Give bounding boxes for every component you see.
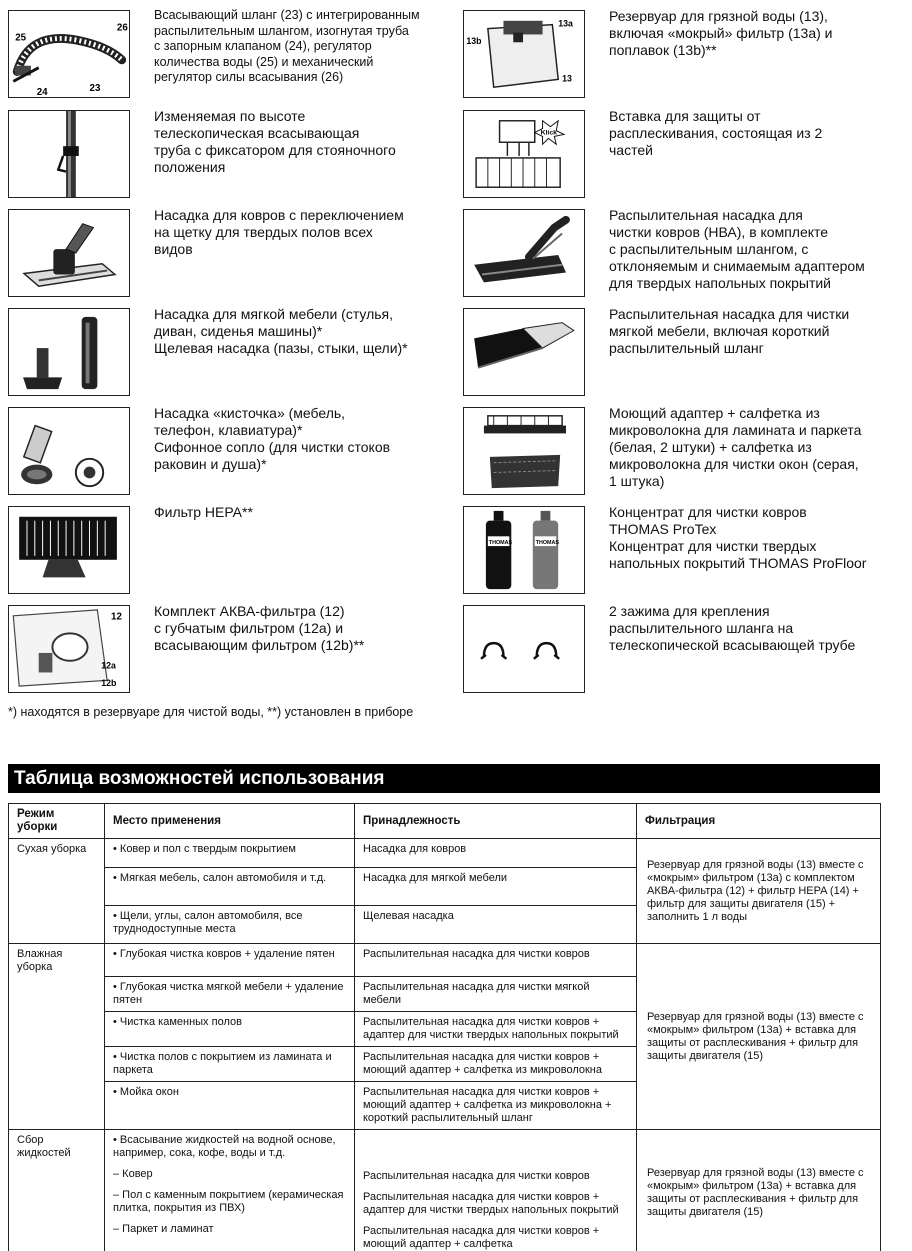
accessory-cell — [355, 1130, 637, 1251]
accessory-description: Моющий адаптер + салфетка из микроволокна для ламината и паркета (белая, 2 штуки) + салфетка из микроволокна для чистки окон (серая, 1 штука) — [609, 405, 862, 489]
telescopic-tube-icon — [8, 110, 130, 198]
place-cell: • Мойка окон — [105, 1082, 355, 1130]
callout-13b: 13b — [466, 36, 482, 47]
place-intro: • Всасывание жидкостей на водной основе, например, сока, кофе, воды и т.д. — [113, 1134, 336, 1159]
accessory-description: Распылительная насадка для чистки мягкой мебели, включая короткий распылительный шланг — [609, 306, 850, 356]
callout-13: 13 — [562, 73, 572, 84]
section-title: Таблица возможностей использования — [8, 764, 880, 793]
accessory-description: Насадка «кисточка» (мебель, телефон, клавиатура)* Сифонное сопло (для чистки стоков раковин и душа)* — [154, 405, 391, 472]
table-row — [9, 944, 881, 977]
place-sub-item: – Паркет и ламинат — [113, 1223, 214, 1235]
place-cell: • Щели, углы, салон автомобиля, все труднодоступные места — [105, 906, 355, 944]
filtration-cell: Резервуар для грязной воды (13) вместе с «мокрым» фильтром (13a) + вставка для защиты от расплескивания + фильтр для защиты двигателя (15) — [637, 1130, 881, 1251]
accessory-sub-item: Распылительная насадка для чистки ковров + адаптер для чистки твердых напольных покрытий — [363, 1191, 619, 1216]
callout-26: 26 — [116, 22, 128, 34]
footnote: *) находятся в резервуаре для чистой воды, **) установлен в приборе — [8, 705, 414, 719]
callout-13a: 13a — [558, 18, 573, 29]
accessory-item-carpet-nozzle — [8, 205, 448, 295]
accessory-item-detergent-bottles — [463, 502, 903, 592]
accessory-description: Изменяемая по высоте телескопическая всасывающая труба с фиксатором для стояночного положения — [154, 108, 396, 175]
filtration-cell: Резервуар для грязной воды (13) вместе с «мокрым» фильтром (13a) с комплектом АКВА-фильтра (12) + фильтр HEPA (14) + фильтр для защиты двигателя (15) + заполнить 1 л воды — [637, 839, 881, 944]
callout-12: 12 — [111, 611, 122, 623]
accessory-cell: Распылительная насадка для чистки ковров — [355, 944, 637, 977]
header-filtration: Фильтрация — [637, 804, 881, 839]
dirty-water-tank-icon — [463, 10, 585, 98]
usage-table — [8, 803, 881, 1251]
brush-nozzle-icon — [8, 407, 130, 495]
place-cell — [105, 1130, 355, 1251]
accessory-cell: Насадка для ковров — [355, 839, 637, 868]
accessory-item-hepa-filter — [8, 502, 448, 592]
accessory-cell: Распылительная насадка для чистки мягкой мебели — [355, 977, 637, 1012]
accessory-description: Фильтр HEPA** — [154, 504, 253, 520]
accessory-description: 2 зажима для крепления распылительного шланга на телескопической всасывающей трубе — [609, 603, 856, 653]
accessory-description: Насадка для мягкой мебели (стулья, диван, сиденья машины)* Щелевая насадка (пазы, стыки, щели)* — [154, 306, 408, 356]
accessory-description: Комплект АКВА-фильтра (12) с губчатым фильтром (12a) и всасывающим фильтром (12b)** — [154, 603, 365, 653]
filtration-cell: Резервуар для грязной воды (13) вместе с «мокрым» фильтром (13a) + вставка для защиты от расплескивания + фильтр для защиты двигателя (15) — [637, 944, 881, 1130]
place-cell: • Глубокая чистка мягкой мебели + удаление пятен — [105, 977, 355, 1012]
accessory-cell: Распылительная насадка для чистки ковров + моющий адаптер + салфетка из микроволокна — [355, 1047, 637, 1082]
place-cell: • Чистка каменных полов — [105, 1012, 355, 1047]
accessory-item-hose-clips — [463, 601, 903, 691]
accessory-description: Концентрат для чистки ковров THOMAS ProTex Концентрат для чистки твердых напольных покрытий THOMAS ProFloor — [609, 504, 867, 571]
table-header-row — [9, 804, 881, 839]
mode-cell: Сбор жидкостей — [9, 1130, 105, 1251]
accessory-item-brush-nozzle — [8, 403, 448, 493]
accessory-item-telescopic-tube — [8, 106, 448, 196]
accessory-sub-item: Распылительная насадка для чистки ковров + моющий адаптер + салфетка — [363, 1225, 600, 1250]
accessory-item-washing-adapter — [463, 403, 903, 493]
mode-cell: Сухая уборка — [9, 839, 105, 944]
washing-adapter-icon — [463, 407, 585, 495]
accessory-item-dirty-water-tank — [463, 6, 903, 96]
bottle-label-profloor: THOMAS — [535, 540, 559, 547]
hose-clips-icon — [463, 605, 585, 693]
callout-24: 24 — [36, 87, 48, 97]
hepa-filter-icon — [8, 506, 130, 594]
place-sub-item: – Пол с каменным покрытием (керамическая плитка, покрытия из ПВХ) — [113, 1189, 344, 1214]
accessory-cell: Распылительная насадка для чистки ковров + адаптер для чистки твердых напольных покрытий — [355, 1012, 637, 1047]
header-place: Место применения — [105, 804, 355, 839]
upholstery-nozzle-icon — [8, 308, 130, 396]
table-row — [9, 1130, 881, 1251]
place-cell: • Чистка полов с покрытием из ламината и паркета — [105, 1047, 355, 1082]
callout-25: 25 — [15, 32, 27, 44]
bottle-label-protex: THOMAS — [488, 540, 513, 547]
mode-cell: Влажная уборка — [9, 944, 105, 1130]
spray-upholstery-nozzle-icon — [463, 308, 585, 396]
callout-12a: 12a — [101, 660, 116, 671]
accessory-item-upholstery-nozzle — [8, 304, 448, 394]
splash-guard-icon — [463, 110, 585, 198]
accessory-sub-item: Распылительная насадка для чистки ковров — [363, 1170, 590, 1182]
accessory-description: Всасывающий шланг (23) с интегрированным распылительным шлангом, изогнутая труба с запорным клапаном (24), регулятор количества воды (25) и механический регулятор силы всасывания (26) — [154, 8, 420, 84]
accessory-description: Распылительная насадка для чистки ковров (НВА), в комплекте с распылительным шлангом, с отклоняемым и снимаемым адаптером для твердых напольных покрытий — [609, 207, 865, 291]
place-cell: • Глубокая чистка ковров + удаление пятен — [105, 944, 355, 977]
header-mode: Режим уборки — [9, 804, 105, 839]
accessory-cell: Распылительная насадка для чистки ковров + моющий адаптер + салфетка из микроволокна + короткий распылительный шланг — [355, 1082, 637, 1130]
accessory-cell: Насадка для мягкой мебели — [355, 868, 637, 906]
detergent-bottles-icon — [463, 506, 585, 594]
accessory-description: Резервуар для грязной воды (13), включая «мокрый» фильтр (13a) и поплавок (13b)** — [609, 8, 833, 58]
table-row — [9, 839, 881, 868]
accessory-item-aqua-filter — [8, 601, 448, 691]
aqua-filter-icon — [8, 605, 130, 693]
accessory-item-suction-hose — [8, 6, 448, 96]
accessory-item-splash-guard — [463, 106, 903, 196]
accessory-description: Вставка для защиты от расплескивания, состоящая из 2 частей — [609, 108, 823, 158]
place-cell: • Мягкая мебель, салон автомобиля и т.д. — [105, 868, 355, 906]
header-accessory: Принадлежность — [355, 804, 637, 839]
place-cell: • Ковер и пол с твердым покрытием — [105, 839, 355, 868]
spray-carpet-nozzle-icon — [463, 209, 585, 297]
accessory-item-spray-upholstery-nozzle — [463, 304, 903, 394]
callout-12b: 12b — [101, 678, 117, 689]
callout-klick: Klick — [540, 129, 557, 137]
accessory-item-spray-carpet-nozzle — [463, 205, 903, 295]
callout-23: 23 — [89, 83, 101, 95]
place-sub-item: – Ковер — [113, 1168, 153, 1180]
accessory-cell: Щелевая насадка — [355, 906, 637, 944]
accessory-description: Насадка для ковров с переключением на щетку для твердых полов всех видов — [154, 207, 404, 257]
carpet-nozzle-icon — [8, 209, 130, 297]
suction-hose-icon — [8, 10, 130, 98]
